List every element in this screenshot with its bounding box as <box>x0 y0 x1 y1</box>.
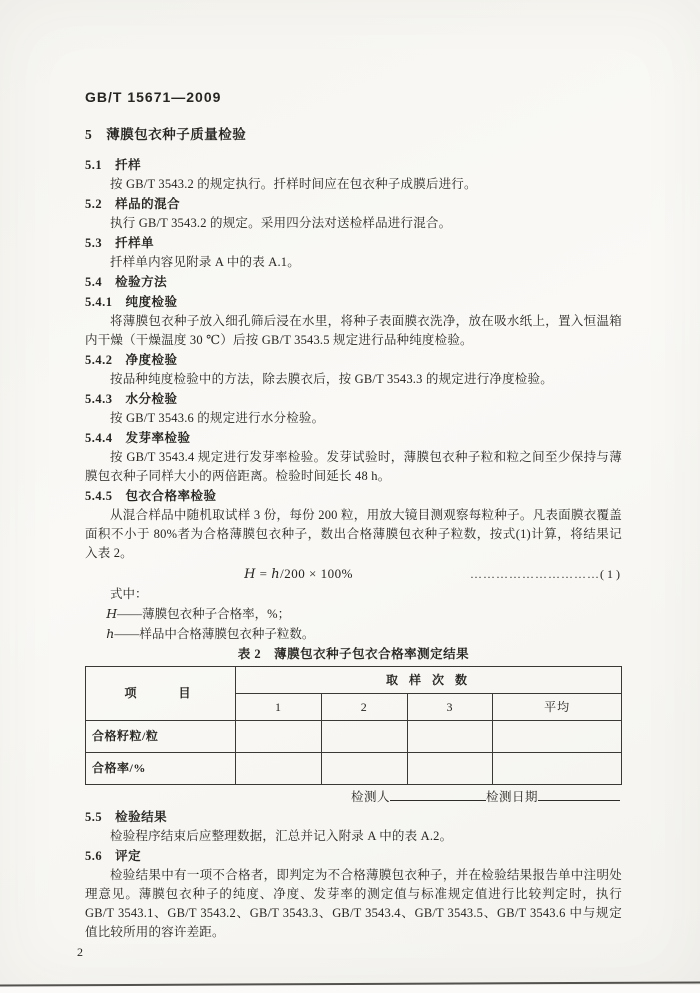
page-content <box>77 88 622 962</box>
scan-bottom-margin <box>0 985 700 993</box>
inspector-blank-line <box>390 788 486 801</box>
table2-header-item: 项 目 <box>86 667 236 721</box>
section-paragraph: 检验程序结束后应整理数据，汇总并记入附录 A 中的表 A.2。 <box>110 829 453 843</box>
section-heading-5-1: 5.1 扦样 <box>85 158 142 172</box>
standard-number: GB/T 15671—2009 <box>85 89 222 105</box>
section-heading-5-2: 5.2 样品的混合 <box>85 197 181 211</box>
section-paragraph: 从混合样品中随机取试样 3 份，每份 200 粒，用放大镜目测观察每粒种子。凡表面膜衣覆盖面积不小于 80%者为合格薄膜包衣种子，数出合格薄膜包衣种子粒数，按式(1)计算，将结果记入表 2。 <box>85 508 622 560</box>
table2-subheader-1: 1 <box>236 694 322 721</box>
table2-caption: 表 2 薄膜包衣种子包衣合格率测定结果 <box>237 647 470 661</box>
table2-cell <box>407 753 493 785</box>
formula-number: …………………………( 1 ) <box>470 567 620 581</box>
section-heading-5-4: 5.4 检验方法 <box>85 275 168 289</box>
section-heading-5-4-1: 5.4.1 纯度检验 <box>85 295 178 309</box>
table2-subheader-3: 3 <box>407 694 493 721</box>
symbol-definition-H: H——薄膜包衣种子合格率，%； <box>106 606 291 621</box>
table2-cell <box>321 721 407 753</box>
inspector-label: 检测人 <box>350 790 390 804</box>
section-paragraph: 执行 GB/T 3543.2 的规定。采用四分法对送检样品进行混合。 <box>110 216 452 230</box>
table2-cell <box>236 721 322 753</box>
formula-expression: H = h/200 × 100% <box>244 566 353 582</box>
table2-cell <box>493 721 622 753</box>
section-paragraph: 将薄膜包衣种子放入细孔筛后浸在水里，将种子表面膜衣洗净，放在吸水纸上，置入恒温箱内干燥（干燥温度 30 ℃）后按 GB/T 3543.5 规定进行品种纯度检验。 <box>85 314 622 347</box>
sign-line <box>85 787 620 807</box>
table2-subheader-avg: 平均 <box>493 694 622 721</box>
section-heading-5-3: 5.3 扦样单 <box>85 236 155 250</box>
table-row <box>86 721 622 753</box>
symbol-definition-h: h——样品中合格薄膜包衣种子粒数。 <box>106 626 315 641</box>
section-paragraph: 按 GB/T 3543.4 规定进行发芽率检验。发芽试验时，薄膜包衣种子粒和粒之间至少保持与薄膜包衣种子同样大小的两倍距离。检验时间延长 48 h。 <box>85 450 622 483</box>
table2-header-group: 取 样 次 数 <box>236 667 622 694</box>
chapter-heading: 5 薄膜包衣种子质量检验 <box>85 127 247 142</box>
symbol-intro: 式中： <box>110 587 148 601</box>
table2-subheader-2: 2 <box>321 694 407 721</box>
section-heading-5-4-4: 5.4.4 发芽率检验 <box>85 431 191 445</box>
section-heading-5-4-2: 5.4.2 净度检验 <box>85 353 178 367</box>
section-heading-5-6: 5.6 评定 <box>85 849 142 863</box>
section-paragraph: 按 GB/T 3543.6 的规定进行水分检验。 <box>110 411 325 425</box>
section-paragraph: 按品种纯度检验中的方法，除去膜衣后，按 GB/T 3543.3 的规定进行净度检验。 <box>110 372 553 386</box>
formula-dot-leader: ………………………… <box>470 567 600 581</box>
date-blank-line <box>538 788 620 801</box>
section-heading-5-4-3: 5.4.3 水分检验 <box>85 392 178 406</box>
table2-row-label: 合格率/% <box>86 753 236 785</box>
table2-cell <box>407 721 493 753</box>
table2-cell <box>236 753 322 785</box>
section-paragraph: 按 GB/T 3543.2 的规定执行。扦样时间应在包衣种子成膜后进行。 <box>110 177 477 191</box>
section-paragraph: 扦样单内容见附录 A 中的表 A.1。 <box>110 255 300 269</box>
date-label: 检测日期 <box>485 790 538 804</box>
table2-row-label: 合格籽粒/粒 <box>86 721 236 753</box>
table-row <box>86 753 622 785</box>
table2 <box>85 666 622 785</box>
section-heading-5-4-5: 5.4.5 包衣合格率检验 <box>85 489 217 503</box>
section-paragraph: 检验结果中有一项不合格者，即判定为不合格薄膜包衣种子，并在检验结果报告单中注明处理意见。薄膜包衣种子的纯度、净度、发芽率的测定值与标准规定值进行比较判定时，执行 GB/T 3543.1、GB/T 3543.2、GB/T 3543.3、GB/T 3543.4、GB/T 3543.5、GB/T 3543.6 中与规定值比较所用的容许差距。 <box>85 868 622 939</box>
table2-cell <box>321 753 407 785</box>
section-heading-5-5: 5.5 检验结果 <box>85 810 168 824</box>
table2-cell <box>493 753 622 785</box>
formula-1 <box>85 564 622 584</box>
page-number: 2 <box>77 945 83 959</box>
